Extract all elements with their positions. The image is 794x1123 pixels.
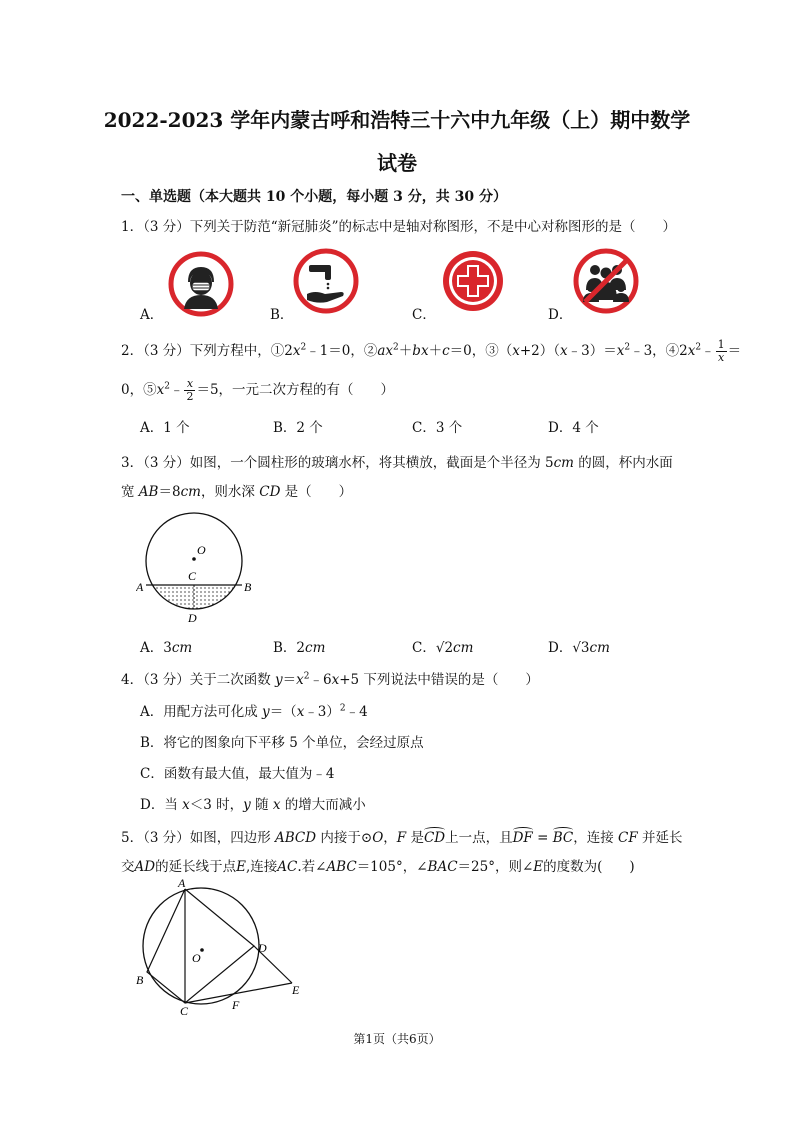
page-title: 2022-2023 学年内蒙古呼和浩特三十六中九年级（上）期中数学 [103, 108, 691, 132]
page-title-continued: 试卷 [377, 151, 417, 175]
q4-option-c: C．函数有最大值，最大值为﹣4 [140, 766, 335, 782]
fig5-label-c: C [180, 1004, 189, 1016]
fig3-label-b: B [244, 580, 252, 594]
fig5-label-f: F [232, 998, 240, 1012]
q3-option-d: D．√3cm [548, 640, 610, 656]
page-footer: 第1页（共6页） [353, 1032, 441, 1046]
q1-option-d-label: D． [548, 307, 573, 323]
hand-washing-icon [293, 248, 359, 314]
fig5-label-b: B [136, 973, 144, 987]
q2-option-d: D．4 个 [548, 420, 599, 436]
fraction-1-over-x: $\frac{1}{x}$ [717, 338, 725, 364]
q1-option-b-label: B． [270, 307, 294, 323]
fig3-label-o: O [197, 543, 206, 557]
q5-circle-figure [132, 876, 318, 1016]
q2-option-b: B．2 个 [273, 420, 323, 436]
q3-option-a: A．3cm [140, 640, 193, 656]
fig5-label-o: O [192, 951, 201, 965]
q1-option-c-label: C． [412, 307, 436, 323]
fig3-label-c: C [188, 569, 197, 583]
fig3-label-d: D [188, 611, 197, 625]
q4-option-a: A．用配方法可化成 y＝（x﹣3）$^2$﹣4 [140, 703, 368, 720]
q3-option-c: C．√2cm [412, 640, 474, 656]
q3-circle-figure [136, 508, 256, 626]
q4-option-d: D．当 x＜3 时，y 随 x 的增大而减小 [140, 797, 366, 813]
question-1-text: 1．（3 分）下列关于防范“新冠肺炎”的标志中是轴对称图形，不是中心对称图形的是（ ） [121, 219, 677, 235]
q2-option-a: A．1 个 [140, 420, 190, 436]
fraction-x-over-2: $\frac{x}{2}$ [186, 377, 194, 403]
fig5-label-e: E [292, 983, 300, 997]
question-3-line-2: 宽 AB＝8cm，则水深 CD 是（ ） [121, 484, 353, 500]
q4-option-b: B．将它的图象向下平移 5 个单位，会经过原点 [140, 735, 424, 751]
question-5-line-1: 5．（3 分）如图，四边形 ABCD 内接于⊙O，F 是CD上一点，且DF = BC，连接 CF 并延长 [121, 830, 683, 846]
question-3-line-1: 3．（3 分）如图，一个圆柱形的玻璃水杯，将其横放，截面是个半径为 5cm 的圆，杯内水面 [121, 455, 673, 471]
q2-option-c: C．3 个 [412, 420, 463, 436]
question-2-line-1: 2．（3 分）下列方程中，$①2x^2﹣1=0$，$②ax^2+bx+c=0$，$③(x+2)(x﹣3)=x^2﹣3$，$④2x^2﹣$ $\frac{1}{x}$ ＝ [121, 338, 742, 364]
medical-cross-icon [440, 248, 506, 314]
question-2-line-2: 0，$⑤x^2﹣$ $\frac{x}{2}$ ＝5，一元二次方程的有（ ） [121, 377, 395, 403]
fig3-label-a: A [136, 580, 144, 594]
no-gathering-icon [573, 248, 639, 314]
question-4-text: 4．（3 分）关于二次函数 $y=x^2﹣6x+5$ 下列说法中错误的是（ ） [121, 671, 539, 688]
q3-option-b: B．2cm [273, 640, 326, 656]
section-header: 一、单选题（本大题共 10 个小题，每小题 3 分，共 30 分） [121, 189, 507, 205]
fig5-label-d: D [258, 941, 267, 955]
q1-option-a-label: A． [140, 307, 164, 323]
fig5-label-a: A [178, 876, 186, 890]
question-5-line-2: 交AD的延长线于点E,连接AC.若∠ABC＝105°，∠BAC＝25°，则∠E的度数为( ) [121, 859, 635, 875]
mask-person-icon [168, 251, 234, 317]
